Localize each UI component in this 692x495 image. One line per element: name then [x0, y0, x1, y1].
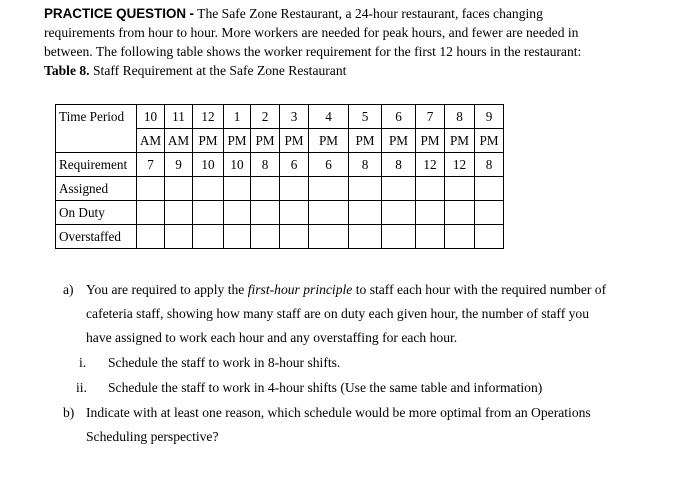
- requirement-cell: 8: [475, 153, 504, 177]
- hour-cell: 6: [382, 105, 416, 129]
- question-b-line-1: Indicate with at least one reason, which schedule would be more optimal from an Operations: [86, 405, 591, 420]
- overstaffed-cell: [224, 225, 251, 249]
- overstaffed-cell: [280, 225, 309, 249]
- overstaffed-cell: [416, 225, 445, 249]
- meridiem-cell: PM: [382, 129, 416, 153]
- hour-cell: 10: [137, 105, 165, 129]
- on-duty-cell: [251, 201, 280, 225]
- table-row-requirement: [56, 153, 504, 177]
- intro-line-3: between. The following table shows the worker requirement for the first 12 hours in the restaurant:: [44, 44, 582, 59]
- requirement-cell: 10: [224, 153, 251, 177]
- assigned-cell: [165, 177, 193, 201]
- meridiem-cell: PM: [475, 129, 504, 153]
- heading-separator: -: [189, 6, 194, 21]
- on-duty-cell: [137, 201, 165, 225]
- overstaffed-cell: [251, 225, 280, 249]
- requirement-cell: 9: [165, 153, 193, 177]
- table-row-meridiem: [56, 129, 504, 153]
- meridiem-cell: PM: [224, 129, 251, 153]
- on-duty-cell: [475, 201, 504, 225]
- on-duty-cell: [224, 201, 251, 225]
- intro-text-1: The Safe Zone Restaurant, a 24-hour restaurant, faces changing: [197, 6, 543, 21]
- on-duty-cell: [165, 201, 193, 225]
- meridiem-cell: AM: [137, 129, 165, 153]
- overstaffed-cell: [309, 225, 349, 249]
- overstaffed-cell: [475, 225, 504, 249]
- question-i-marker: i.: [79, 355, 87, 370]
- overstaffed-cell: [193, 225, 224, 249]
- meridiem-cell: PM: [251, 129, 280, 153]
- assigned-cell: [280, 177, 309, 201]
- hour-cell: 7: [416, 105, 445, 129]
- table-caption: [44, 62, 644, 80]
- question-b-line-2: Scheduling perspective?: [86, 429, 219, 444]
- assigned-cell: [445, 177, 475, 201]
- requirement-cell: 8: [251, 153, 280, 177]
- on-duty-cell: [280, 201, 309, 225]
- table-number: Table 8.: [44, 63, 90, 78]
- table-row-overstaffed: [56, 225, 504, 249]
- hour-cell: 2: [251, 105, 280, 129]
- meridiem-cell: PM: [416, 129, 445, 153]
- on-duty-label: On Duty: [56, 201, 137, 225]
- on-duty-cell: [309, 201, 349, 225]
- requirement-cell: 6: [280, 153, 309, 177]
- requirement-label: Requirement: [56, 153, 137, 177]
- on-duty-cell: [445, 201, 475, 225]
- meridiem-cell: PM: [349, 129, 382, 153]
- question-ii-marker: ii.: [76, 380, 87, 395]
- time-period-label-continued: [56, 129, 137, 153]
- intro-line-1: [44, 4, 644, 23]
- hour-cell: 11: [165, 105, 193, 129]
- time-period-label: Time Period: [56, 105, 137, 129]
- question-a-marker: a): [63, 282, 74, 297]
- overstaffed-cell: [382, 225, 416, 249]
- assigned-cell: [382, 177, 416, 201]
- meridiem-cell: PM: [193, 129, 224, 153]
- meridiem-cell: AM: [165, 129, 193, 153]
- assigned-cell: [137, 177, 165, 201]
- hour-cell: 3: [280, 105, 309, 129]
- question-a-text: [86, 278, 606, 302]
- table-row-assigned: [56, 177, 504, 201]
- hour-cell: 5: [349, 105, 382, 129]
- table-row-hours: [56, 105, 504, 129]
- hour-cell: 12: [193, 105, 224, 129]
- question-i-text: Schedule the staff to work in 8-hour shifts.: [108, 355, 341, 370]
- requirement-cell: 8: [382, 153, 416, 177]
- question-ii-text: Schedule the staff to work in 4-hour shifts (Use the same table and information): [108, 380, 543, 395]
- assigned-cell: [224, 177, 251, 201]
- question-a-text-before: You are required to apply the: [86, 282, 248, 297]
- intro-line-2: requirements from hour to hour. More workers are needed for peak hours, and fewer are needed in: [44, 25, 579, 40]
- overstaffed-cell: [445, 225, 475, 249]
- hour-cell: 1: [224, 105, 251, 129]
- staff-requirement-table: [55, 104, 504, 249]
- overstaffed-cell: [349, 225, 382, 249]
- on-duty-cell: [416, 201, 445, 225]
- question-a-text-after: to staff each hour with the required number of: [352, 282, 607, 297]
- assigned-cell: [309, 177, 349, 201]
- hour-cell: 8: [445, 105, 475, 129]
- table-row-on-duty: [56, 201, 504, 225]
- requirement-cell: 12: [445, 153, 475, 177]
- meridiem-cell: PM: [445, 129, 475, 153]
- on-duty-cell: [193, 201, 224, 225]
- assigned-cell: [416, 177, 445, 201]
- question-a-line-3: have assigned to work each hour and any overstaffing for each hour.: [86, 330, 458, 345]
- requirement-cell: 7: [137, 153, 165, 177]
- hour-cell: 9: [475, 105, 504, 129]
- overstaffed-cell: [165, 225, 193, 249]
- on-duty-cell: [382, 201, 416, 225]
- requirement-cell: 8: [349, 153, 382, 177]
- hour-cell: 4: [309, 105, 349, 129]
- first-hour-principle-term: first-hour principle: [247, 282, 353, 297]
- assigned-cell: [193, 177, 224, 201]
- question-a-line-1: [63, 278, 663, 302]
- overstaffed-label: Overstaffed: [56, 225, 137, 249]
- assigned-cell: [251, 177, 280, 201]
- meridiem-cell: PM: [280, 129, 309, 153]
- question-b-marker: b): [63, 405, 75, 420]
- on-duty-cell: [349, 201, 382, 225]
- requirement-cell: 6: [309, 153, 349, 177]
- table-title: Staff Requirement at the Safe Zone Restaurant: [93, 63, 347, 78]
- assigned-label: Assigned: [56, 177, 137, 201]
- assigned-cell: [475, 177, 504, 201]
- intro-paragraph: [44, 4, 644, 61]
- assigned-cell: [349, 177, 382, 201]
- requirement-cell: 12: [416, 153, 445, 177]
- question-a-line-2: cafeteria staff, showing how many staff are on duty each given hour, the number of staff you: [86, 306, 590, 321]
- requirement-cell: 10: [193, 153, 224, 177]
- meridiem-cell: PM: [309, 129, 349, 153]
- practice-question-heading: PRACTICE QUESTION: [44, 6, 187, 21]
- overstaffed-cell: [137, 225, 165, 249]
